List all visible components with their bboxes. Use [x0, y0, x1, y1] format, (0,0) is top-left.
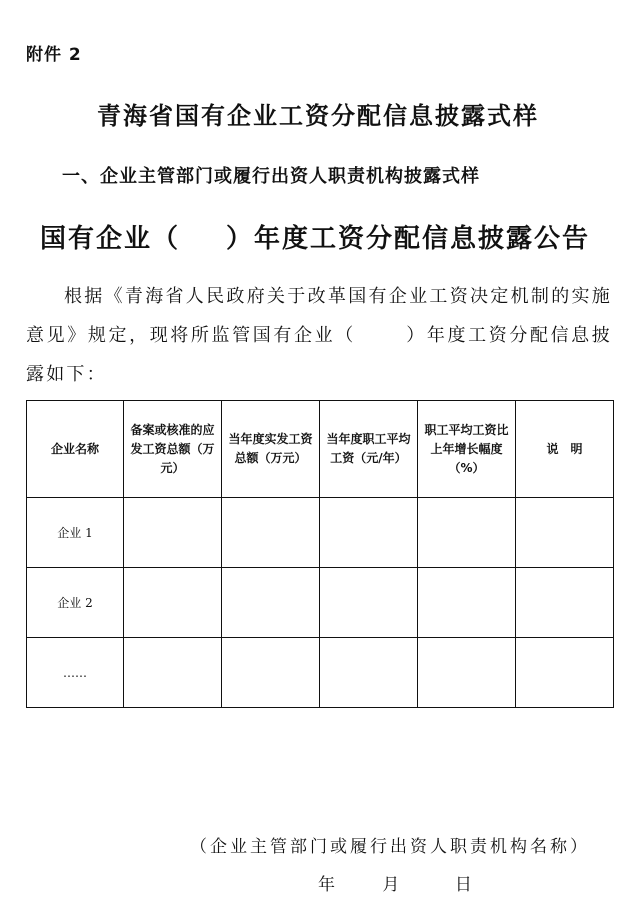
table-cell	[222, 498, 320, 568]
notice-title-after: ）年度工资分配信息披露公告	[226, 224, 591, 254]
table-row	[27, 568, 614, 638]
header-actual-total-wage: 当年度实发工资总额（万元）	[222, 401, 320, 498]
table-cell	[124, 498, 222, 568]
date-day-label: 日	[454, 875, 472, 895]
header-approved-total-wage: 备案或核准的应发工资总额（万元）	[124, 401, 222, 498]
table-row	[27, 638, 614, 708]
date-line	[318, 870, 472, 895]
table-cell	[320, 498, 418, 568]
notice-title-before: 国有企业（	[40, 224, 181, 254]
date-year-label: 年	[318, 875, 335, 895]
wage-disclosure-table	[26, 400, 614, 708]
header-average-wage-growth: 职工平均工资比上年增长幅度（%）	[418, 401, 516, 498]
date-month-label: 月	[382, 875, 400, 895]
header-remarks: 说 明	[516, 401, 614, 498]
table-cell	[320, 568, 418, 638]
table-cell	[418, 498, 516, 568]
table-cell	[418, 568, 516, 638]
table-cell	[516, 498, 614, 568]
body-paragraph-before: 根据《青海省人民政府关于改革国有企业工资决定机制的实施意见》规定，现将所监管国有企业（	[26, 286, 612, 346]
body-paragraph	[26, 277, 612, 394]
table-row	[27, 498, 614, 568]
table-cell	[222, 638, 320, 708]
table-cell: ……	[27, 638, 124, 708]
table-cell: 企业 2	[27, 568, 124, 638]
notice-title	[40, 218, 615, 255]
body-paragraph-after: ）年度工资分配信息披露如下：	[26, 325, 612, 385]
table-cell	[516, 638, 614, 708]
attachment-label: 附件 2	[26, 45, 82, 65]
table-cell	[124, 638, 222, 708]
header-average-wage: 当年度职工平均工资（元/年）	[320, 401, 418, 498]
table-cell	[124, 568, 222, 638]
table-header-row	[27, 401, 614, 498]
table-cell	[516, 568, 614, 638]
table-cell	[222, 568, 320, 638]
table-cell: 企业 1	[27, 498, 124, 568]
table-cell	[320, 638, 418, 708]
section-heading: 一、企业主管部门或履行出资人职责机构披露式样	[62, 166, 480, 187]
table-cell	[418, 638, 516, 708]
document-title: 青海省国有企业工资分配信息披露式样	[97, 102, 539, 130]
signature-line: （企业主管部门或履行出资人职责机构名称）	[190, 837, 590, 857]
header-enterprise-name: 企业名称	[27, 401, 124, 498]
